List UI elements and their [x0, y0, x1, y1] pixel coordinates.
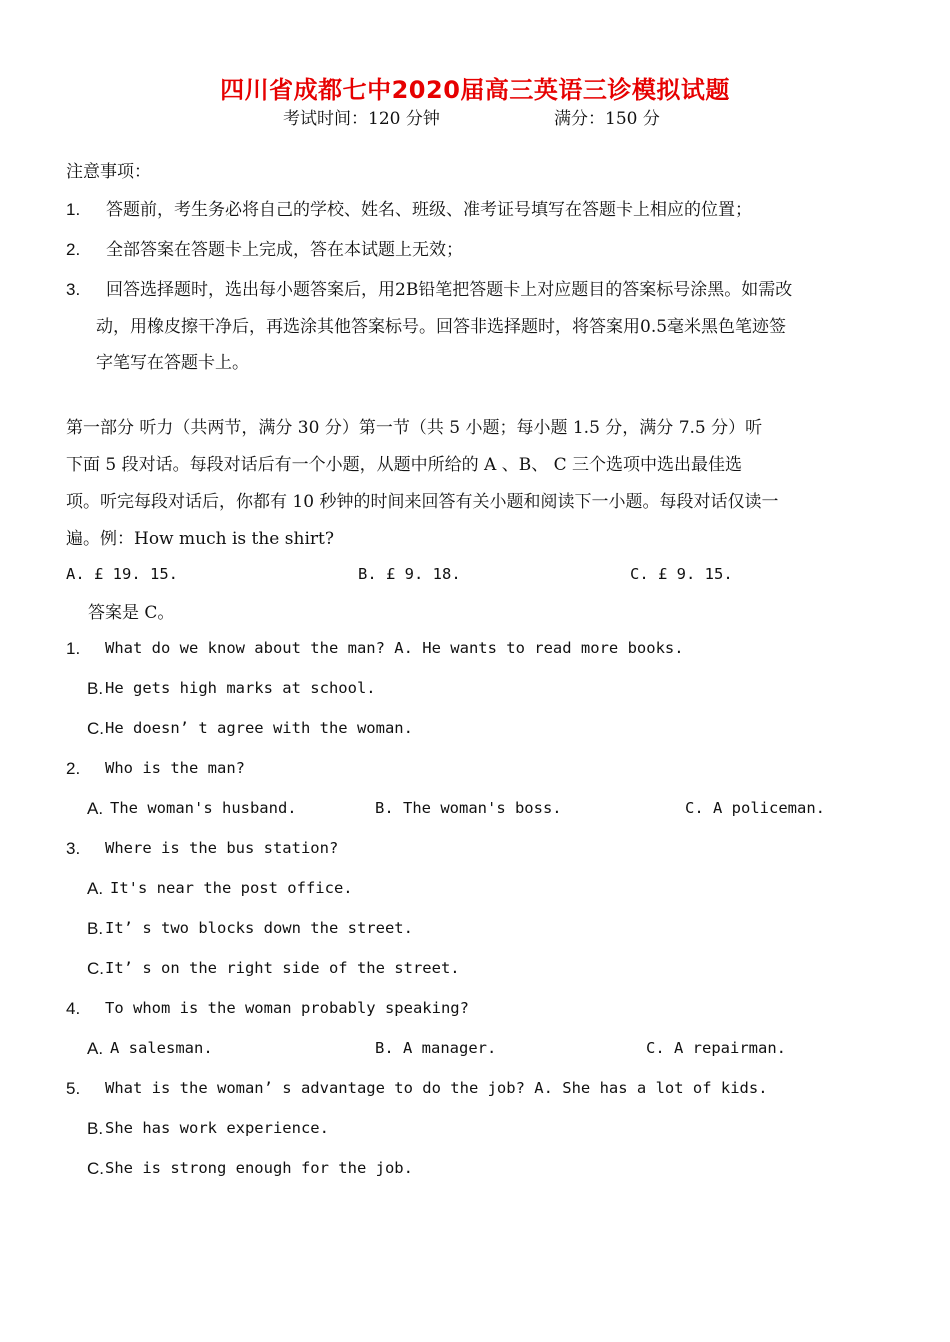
option-label: B. [87, 919, 104, 938]
full-score: 满分：150 分 [554, 109, 660, 129]
question-text: What do we know about the man? A. He wants to read more books. [105, 639, 684, 657]
question-text: Who is the man? [105, 759, 245, 777]
section-intro: 下面 5 段对话。每段对话后有一个小题，从题中所给的 A 、B、 C 三个选项中选出最佳选 [66, 455, 743, 475]
option-text: C. A repairman. [646, 1039, 786, 1057]
option-label: A. [87, 799, 104, 818]
question-text: What is the woman’ s advantage to do the job? A. She has a lot of kids. [105, 1079, 768, 1097]
option-label: C. [87, 959, 104, 978]
option-label: C. [87, 1159, 104, 1178]
section-intro: 遍。例：How much is the shirt? [66, 529, 334, 549]
option-text: It’ s two blocks down the street. [105, 919, 413, 937]
option-text: It’ s on the right side of the street. [105, 959, 460, 977]
note-number: 3. [66, 280, 81, 299]
example-option: B. £ 9. 18. [358, 565, 461, 583]
option-label: B. [87, 679, 104, 698]
option-text: C. A policeman. [685, 799, 825, 817]
option-text: He doesn’ t agree with the woman. [105, 719, 413, 737]
option-label: C. [87, 719, 104, 738]
option-text: She has work experience. [105, 1119, 329, 1137]
option-text: The woman's husband. [110, 799, 297, 817]
example-option: C. £ 9. 15. [630, 565, 733, 583]
section-intro: 项。听完每段对话后，你都有 10 秒钟的时间来回答有关小题和阅读下一小题。每段对话仅读一 [66, 492, 779, 512]
note-number: 2. [66, 240, 81, 259]
option-label: B. [87, 1119, 104, 1138]
question-number: 2. [66, 759, 81, 778]
option-text: He gets high marks at school. [105, 679, 376, 697]
exam-time: 考试时间：120 分钟 [283, 109, 440, 129]
note-number: 1. [66, 200, 81, 219]
page-title: 四川省成都七中2020届高三英语三诊模拟试题 [220, 76, 730, 104]
example-answer: 答案是 C。 [88, 603, 175, 623]
note-text: 全部答案在答题卡上完成，答在本试题上无效； [106, 240, 463, 260]
question-number: 1. [66, 639, 81, 658]
notes-heading: 注意事项： [66, 162, 151, 182]
option-label: A. [87, 879, 104, 898]
question-number: 5. [66, 1079, 81, 1098]
option-text: B. The woman's boss. [375, 799, 562, 817]
question-number: 4. [66, 999, 81, 1018]
option-text: B. A manager. [375, 1039, 497, 1057]
example-option: A. £ 19. 15. [66, 565, 178, 583]
question-text: Where is the bus station? [105, 839, 339, 857]
option-text: A salesman. [110, 1039, 213, 1057]
option-text: She is strong enough for the job. [105, 1159, 413, 1177]
option-text: It's near the post office. [110, 879, 353, 897]
note-text: 动，用橡皮擦干净后，再选涂其他答案标号。回答非选择题时，将答案用0.5毫米黑色笔迹签 [96, 317, 787, 337]
section-intro: 第一部分 听力（共两节，满分 30 分）第一节（共 5 小题；每小题 1.5 分，满分 7.5 分）听 [66, 418, 763, 438]
question-number: 3. [66, 839, 81, 858]
note-text: 回答选择题时，选出每小题答案后，用2B铅笔把答题卡上对应题目的答案标号涂黑。如需改 [106, 280, 793, 300]
question-text: To whom is the woman probably speaking? [105, 999, 469, 1017]
note-text: 答题前，考生务必将自己的学校、姓名、班级、准考证号填写在答题卡上相应的位置； [106, 200, 752, 220]
option-label: A. [87, 1039, 104, 1058]
note-text: 字笔写在答题卡上。 [96, 353, 249, 373]
